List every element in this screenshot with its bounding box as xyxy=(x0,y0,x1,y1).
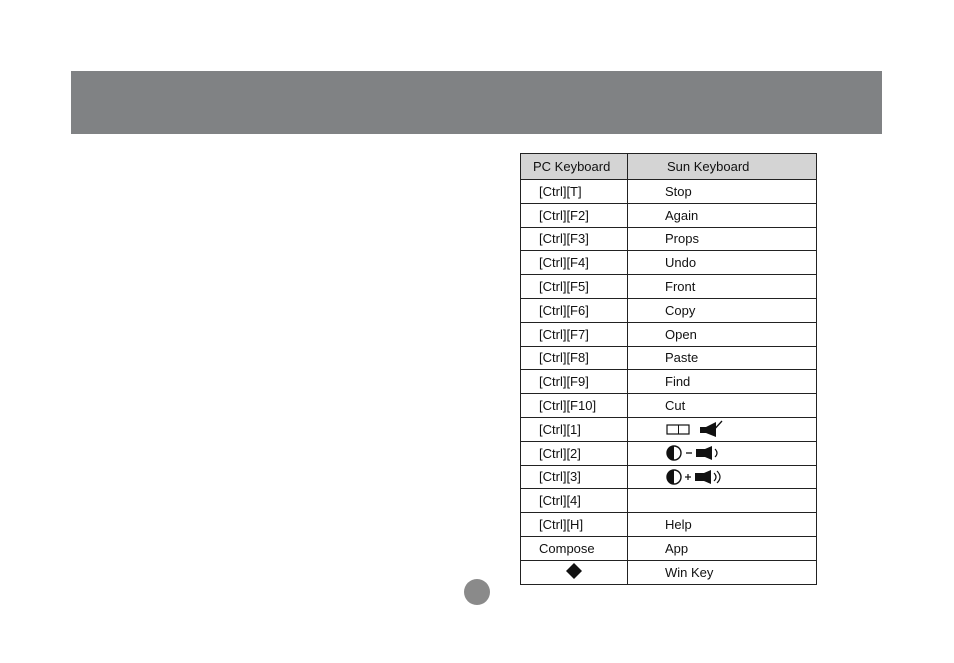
table-row xyxy=(521,441,816,465)
display-mute-icon xyxy=(665,420,725,438)
sun-key xyxy=(628,418,816,441)
table-row xyxy=(521,203,816,227)
pc-key xyxy=(521,561,628,584)
table-row xyxy=(521,536,816,560)
table-row xyxy=(521,274,816,298)
table-row xyxy=(521,179,816,203)
sun-key: App xyxy=(665,540,689,556)
sun-key: Front xyxy=(665,279,696,295)
table-row xyxy=(521,393,816,417)
sun-key: Help xyxy=(665,517,692,533)
pc-key: [Ctrl][F8] xyxy=(521,347,628,370)
table-row xyxy=(521,346,816,370)
table-row xyxy=(521,322,816,346)
pc-key: Compose xyxy=(521,537,628,560)
moon-icon xyxy=(665,492,687,510)
pc-key: [Ctrl][F6] xyxy=(521,299,628,322)
pc-key: [Ctrl][F2] xyxy=(521,204,628,227)
pc-key: [Ctrl][H] xyxy=(521,513,628,536)
table-row xyxy=(521,227,816,251)
pc-key: [Ctrl][F7] xyxy=(521,323,628,346)
pc-key: [Ctrl][F3] xyxy=(521,228,628,251)
sun-key: Props xyxy=(665,231,699,247)
sun-key: Copy xyxy=(665,302,696,318)
pc-key: [Ctrl][3] xyxy=(521,466,628,489)
sun-key: Find xyxy=(665,374,691,390)
header-pc-keyboard: PC Keyboard xyxy=(521,154,628,179)
table-row xyxy=(521,250,816,274)
pc-key: [Ctrl][1] xyxy=(521,418,628,441)
table-row xyxy=(521,488,816,512)
diamond-icon xyxy=(565,562,583,583)
header-sun-keyboard: Sun Keyboard xyxy=(667,159,750,174)
sun-key: Stop xyxy=(665,183,692,199)
pc-key: [Ctrl][F5] xyxy=(521,275,628,298)
pc-key: [Ctrl][F4] xyxy=(521,251,628,274)
pc-key: [Ctrl][2] xyxy=(521,442,628,465)
pc-key: [Ctrl][F9] xyxy=(521,370,628,393)
sun-key: Paste xyxy=(665,350,699,366)
pc-key: [Ctrl][4] xyxy=(521,489,628,512)
table-row xyxy=(521,512,816,536)
sun-key: Win Key xyxy=(665,564,714,580)
table-row xyxy=(521,560,816,584)
pc-key: [Ctrl][T] xyxy=(521,180,628,203)
table-header-row xyxy=(521,154,816,179)
sun-key: Again xyxy=(665,207,699,223)
table-row xyxy=(521,298,816,322)
sun-key xyxy=(628,442,816,465)
page-number-dot xyxy=(464,579,490,605)
volume-up-icon xyxy=(665,468,729,486)
sun-key: Cut xyxy=(665,398,686,414)
key-mapping-table xyxy=(520,153,817,585)
sun-key xyxy=(628,466,816,489)
header-bar xyxy=(71,71,882,134)
sun-key xyxy=(628,489,816,512)
table-row xyxy=(521,369,816,393)
table-row xyxy=(521,465,816,489)
volume-down-icon xyxy=(665,444,729,462)
sun-key: Undo xyxy=(665,255,697,271)
sun-key: Open xyxy=(665,326,697,342)
table-row xyxy=(521,417,816,441)
pc-key: [Ctrl][F10] xyxy=(521,394,628,417)
